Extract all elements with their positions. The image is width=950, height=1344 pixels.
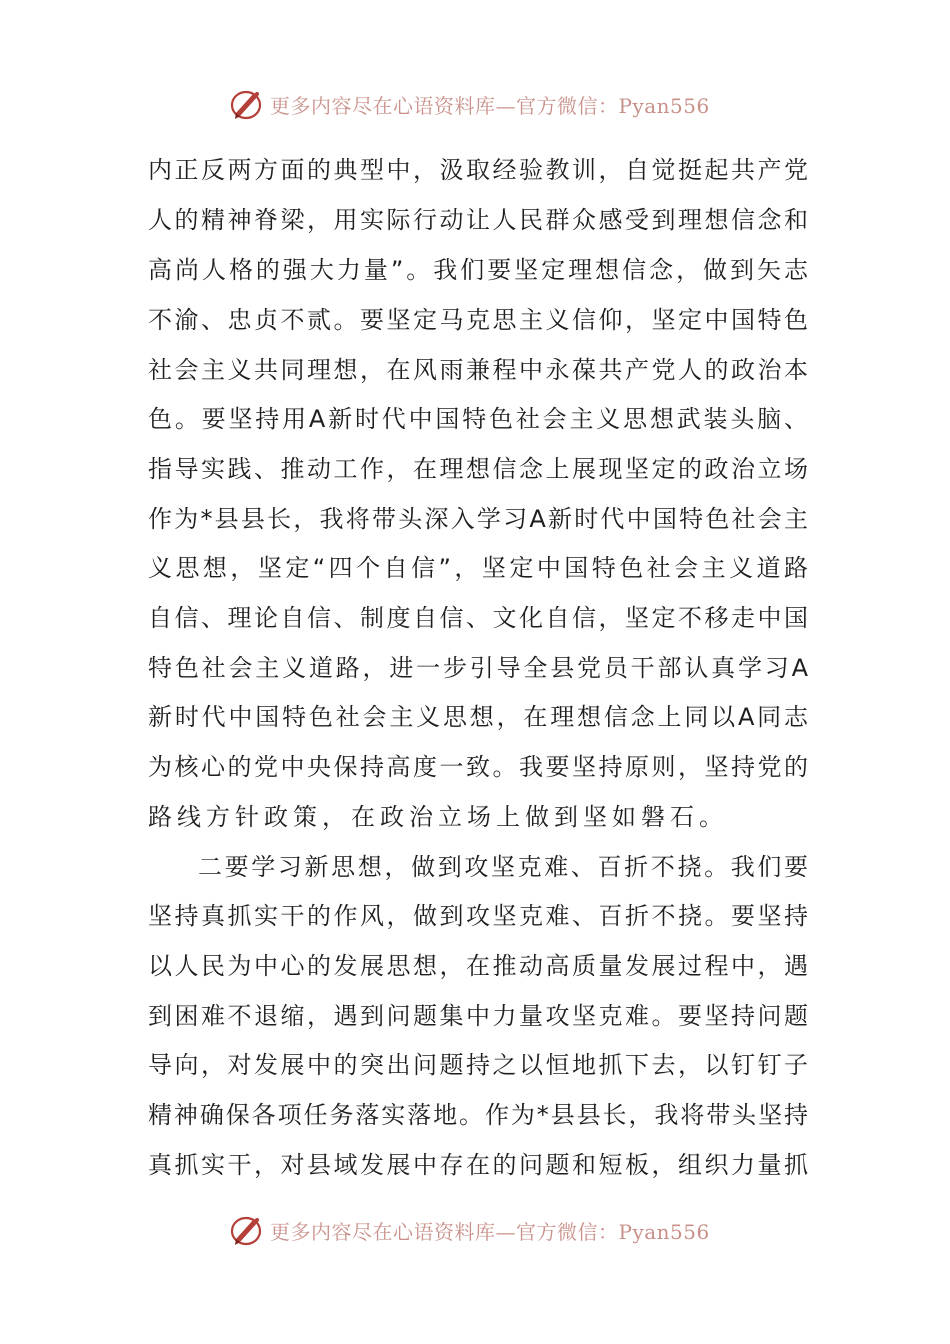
body-line: 指导实践、推动工作，在理想信念上展现坚定的政治立场 bbox=[148, 455, 808, 483]
body-line: 坚持真抓实干的作风，做到攻坚克难、百折不挠。要坚持 bbox=[148, 902, 808, 930]
header-watermark bbox=[228, 82, 748, 126]
paragraph-start-line: 二要学习新思想，做到攻坚克难、百折不挠。我们要 bbox=[198, 853, 808, 881]
body-line: 导向，对发展中的突出问题持之以恒地抓下去，以钉钉子 bbox=[148, 1051, 808, 1079]
body-line: 为核心的党中央保持高度一致。我要坚持原则，坚持党的 bbox=[148, 753, 808, 781]
body-line: 人的精神脊梁，用实际行动让人民群众感受到理想信念和 bbox=[148, 206, 808, 234]
pen-seal-icon bbox=[228, 85, 266, 123]
pen-seal-icon bbox=[228, 1211, 266, 1249]
body-line: 不渝、忠贞不贰。要坚定马克思主义信仰，坚定中国特色 bbox=[148, 306, 808, 334]
body-line: 精神确保各项任务落实落地。作为*县县长，我将带头坚持 bbox=[148, 1101, 808, 1129]
body-line: 新时代中国特色社会主义思想，在理想信念上同以A同志 bbox=[148, 703, 808, 731]
body-line: 色。要坚持用A新时代中国特色社会主义思想武装头脑、 bbox=[148, 405, 808, 433]
body-line: 到困难不退缩，遇到问题集中力量攻坚克难。要坚持问题 bbox=[148, 1002, 808, 1030]
body-line: 路线方针政策，在政治立场上做到坚如磐石。 bbox=[148, 803, 728, 831]
watermark-text: 更多内容尽在心语资料库—官方微信：Pyan556 bbox=[270, 93, 710, 118]
footer-watermark bbox=[228, 1208, 748, 1252]
body-line: 特色社会主义道路，进一步引导全县党员干部认真学习A bbox=[148, 654, 808, 682]
body-line: 内正反两方面的典型中，汲取经验教训，自觉挺起共产党 bbox=[148, 156, 808, 184]
body-line: 自信、理论自信、制度自信、文化自信，坚定不移走中国 bbox=[148, 604, 808, 632]
body-line: 高尚人格的强大力量”。我们要坚定理想信念，做到矢志 bbox=[148, 256, 808, 284]
body-line: 义思想，坚定“四个自信”，坚定中国特色社会主义道路 bbox=[148, 554, 808, 582]
watermark-text: 更多内容尽在心语资料库—官方微信：Pyan556 bbox=[270, 1219, 710, 1244]
body-line: 真抓实干，对县域发展中存在的问题和短板，组织力量抓 bbox=[148, 1151, 808, 1179]
body-line: 作为*县县长，我将带头深入学习A新时代中国特色社会主 bbox=[148, 505, 808, 533]
body-line: 社会主义共同理想，在风雨兼程中永葆共产党人的政治本 bbox=[148, 356, 808, 384]
body-line: 以人民为中心的发展思想，在推动高质量发展过程中，遇 bbox=[148, 952, 808, 980]
